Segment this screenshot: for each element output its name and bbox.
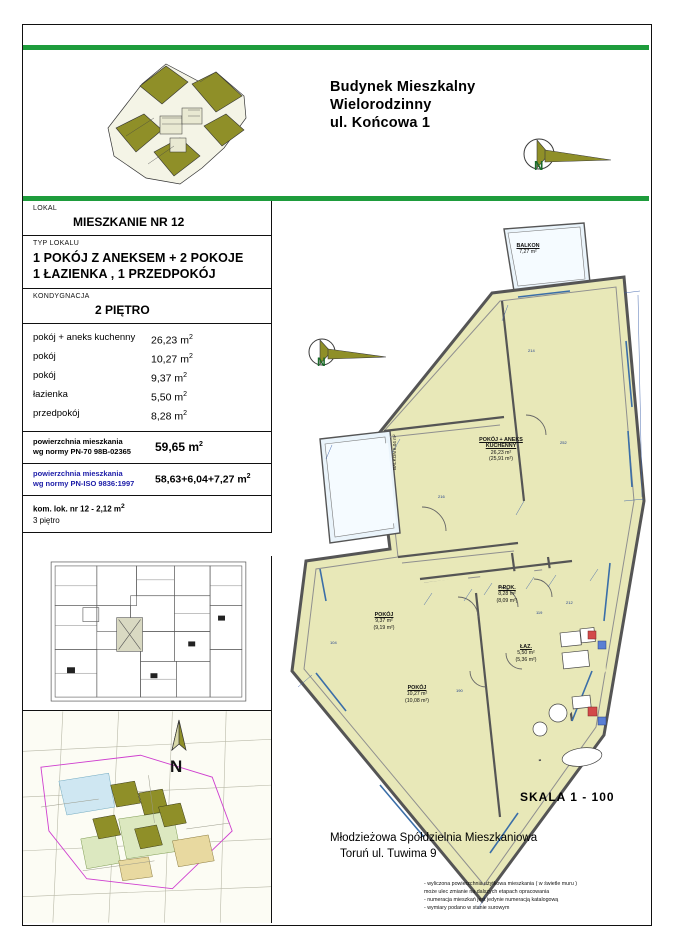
dimension-value: 190 bbox=[456, 688, 463, 693]
plan-compass-letter: N bbox=[317, 355, 326, 369]
info-column bbox=[23, 201, 272, 533]
area-name: łazienka bbox=[33, 389, 68, 400]
total-area-iso-label: powierzchnia mieszkania wg normy PN-ISO 9836:1997 bbox=[33, 469, 135, 488]
footer-notes bbox=[424, 880, 577, 912]
dimension-value: 216 bbox=[438, 494, 445, 499]
typ-lokalu-box bbox=[23, 236, 272, 289]
room-label-balkon-left: BALKON 6,04 m² bbox=[392, 434, 397, 470]
area-name: pokój bbox=[33, 370, 56, 381]
note-line: - wyliczona powierzchnia użytkowa mieszkania ( w świetle muru ) bbox=[424, 881, 578, 887]
north-compass-icon bbox=[515, 130, 615, 190]
room-label-lazienka: ŁAZ. 5,50 m² (5,36 m²) bbox=[515, 644, 537, 663]
area-value: 26,23 $m^2$ bbox=[151, 334, 193, 347]
area-value: 10,27 $m^2$ bbox=[151, 353, 193, 366]
area-value: 9,37 $m^2$ bbox=[151, 372, 188, 385]
plan-north-compass-icon bbox=[300, 332, 388, 380]
compass-letter-n: N bbox=[534, 158, 544, 173]
site-location-map bbox=[23, 711, 272, 923]
apartment-floor-plan bbox=[272, 201, 649, 923]
area-value: 5,50 $m^2$ bbox=[151, 391, 188, 404]
total-area-pn70-value: 59,65 $m^2$ bbox=[155, 440, 203, 454]
sheet-title bbox=[330, 78, 590, 132]
note-line: - wymiary podano w stanie surowym bbox=[424, 905, 510, 911]
storage-room-line-2: 3 piętro bbox=[33, 515, 60, 525]
room-label-przedpokoj: P.POK. 8,28 m² (8,09 m²) bbox=[496, 585, 518, 604]
sitemap-compass-letter: N bbox=[170, 757, 183, 776]
building-floor-key-plan bbox=[23, 556, 272, 711]
note-line: - numeracja mieszkań jest jedynie numeracją katalogową bbox=[424, 897, 559, 903]
kondygnacja-box bbox=[23, 289, 272, 324]
room-label-balkon-top: BALKON 7,27 m² bbox=[516, 243, 540, 256]
dimension-value: 119 bbox=[536, 610, 543, 615]
room-label-pokoj-aneks: POKÓJ + ANEKS KUCHENNY 26,23 m² (25,91 m²) bbox=[479, 437, 523, 463]
area-name: pokój + aneks kuchenny bbox=[33, 332, 136, 343]
area-row bbox=[33, 406, 263, 425]
storage-room-box bbox=[23, 496, 272, 533]
room-label-pokoj-1: POKÓJ 9,37 m² (9,19 m²) bbox=[373, 612, 395, 631]
company-block bbox=[330, 830, 537, 862]
lokal-label: LOKAL bbox=[33, 205, 58, 212]
dimension-value: 252 bbox=[560, 440, 567, 445]
dimension-value: 212 bbox=[566, 600, 573, 605]
total-area-pn70-label: powierzchnia mieszkania wg normy PN-70 98B-02365 bbox=[33, 437, 131, 456]
total-area-pn70-box bbox=[23, 432, 272, 464]
storage-room-line-1: kom. lok. nr 12 - 2,12 $m^2$ bbox=[33, 503, 125, 514]
typ-lokalu-value-2: 1 ŁAZIENKA , 1 PRZEDPOKÓJ bbox=[33, 267, 216, 281]
title-line-2: Wielorodzinny bbox=[330, 97, 432, 113]
room-label-pokoj-2: POKÓJ 10,27 m² (10,08 m²) bbox=[405, 685, 429, 704]
sitemap-north-icon bbox=[152, 716, 206, 776]
area-row bbox=[33, 349, 263, 368]
title-line-3: ul. Końcowa 1 bbox=[330, 115, 431, 131]
area-name: przedpokój bbox=[33, 408, 80, 419]
dimension-value: 104 bbox=[330, 640, 337, 645]
area-list bbox=[23, 324, 272, 432]
typ-lokalu-label: TYP LOKALU bbox=[33, 240, 80, 247]
scale-label: SKALA 1 - 100 bbox=[520, 790, 615, 804]
lokal-value: MIESZKANIE NR 12 bbox=[73, 215, 185, 229]
typ-lokalu-value-1: 1 POKÓJ Z ANEKSEM + 2 POKOJE bbox=[33, 251, 244, 265]
area-row bbox=[33, 387, 263, 406]
area-value: 8,28 $m^2$ bbox=[151, 410, 188, 423]
total-area-iso-value: 58,63+6,04+7,27 $m^2$ bbox=[155, 472, 251, 486]
title-line-1: Budynek Mieszkalny bbox=[330, 79, 476, 95]
balcony-top-shape bbox=[504, 223, 590, 291]
dimension-value: 214 bbox=[528, 348, 535, 353]
roof-plan-sketch bbox=[96, 56, 296, 191]
area-row bbox=[33, 330, 263, 349]
company-name: Młodzieżowa Spółdzielnia Mieszkaniowa bbox=[330, 832, 538, 844]
total-area-iso-box bbox=[23, 464, 272, 496]
kondygnacja-value: 2 PIĘTRO bbox=[95, 303, 150, 317]
lokal-box bbox=[23, 201, 272, 236]
company-address: Toruń ul. Tuwima 9 bbox=[340, 848, 437, 860]
area-row bbox=[33, 368, 263, 387]
kondygnacja-label: KONDYGNACJA bbox=[33, 293, 90, 300]
note-line: może ulec zmianie na dalszych etapach opracowania bbox=[424, 889, 550, 895]
area-name: pokój bbox=[33, 351, 56, 362]
green-divider-top bbox=[23, 45, 649, 50]
